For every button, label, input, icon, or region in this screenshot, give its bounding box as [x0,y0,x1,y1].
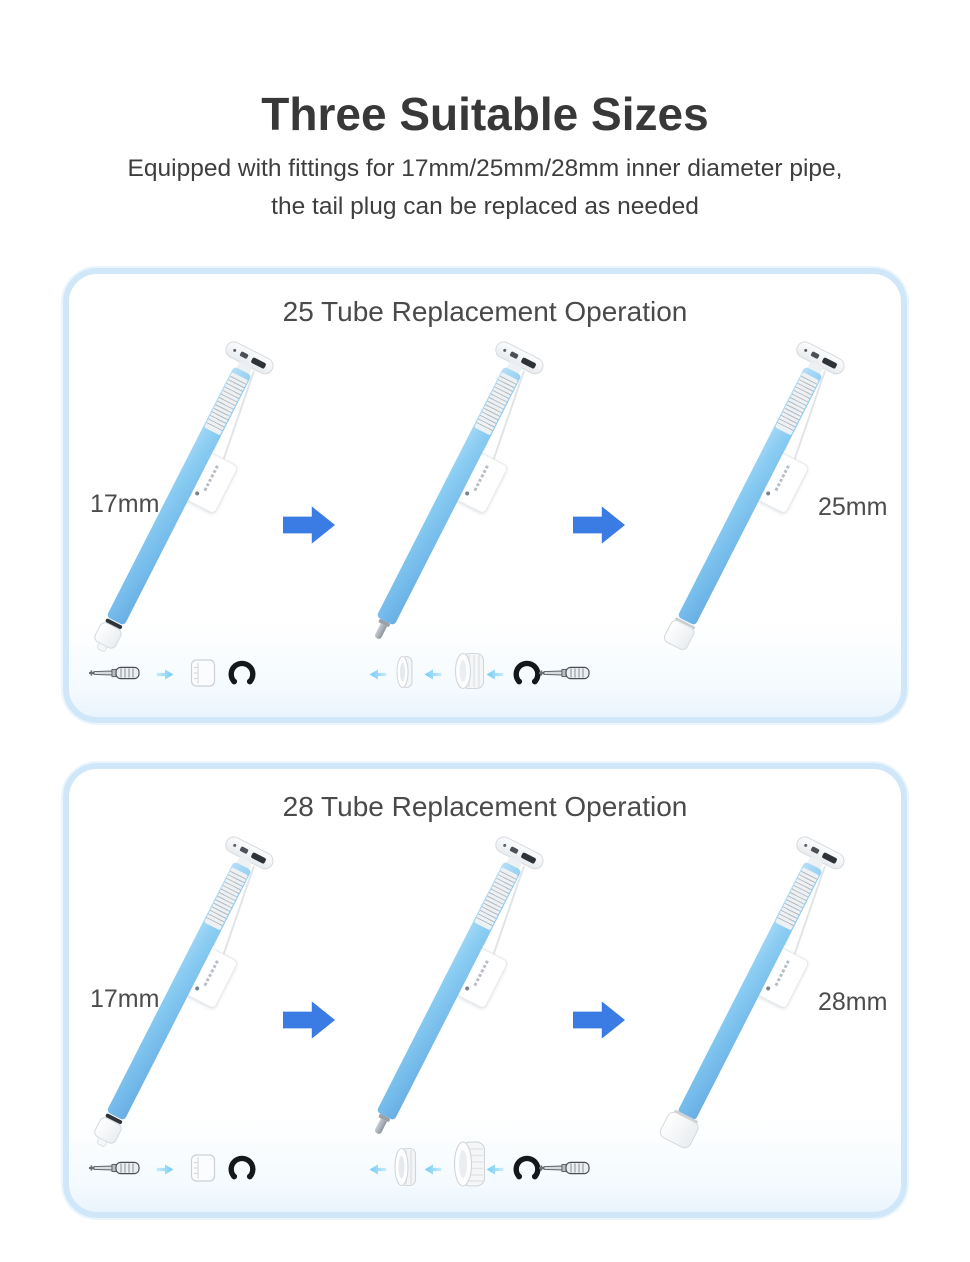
led-dot [804,348,808,352]
panel-25-title: 25 Tube Replacement Operation [282,296,688,327]
tube-body [677,861,822,1120]
panel-28-tube-replacement [63,763,907,1218]
page-subtitle-line2: the tail plug can be replaced as needed [271,193,699,220]
screwdriver-icon [538,1160,590,1176]
step-arrow-icon [283,1000,335,1040]
charge-port [520,357,536,369]
panel-28-title: 28 Tube Replacement Operation [282,791,688,822]
led-dot [503,843,507,847]
flow-arrow-left-icon [368,668,388,681]
flow-arrow-left-icon [423,1163,443,1176]
drive-shaft-pin [374,623,387,640]
adapter-cap-icon [452,1140,486,1188]
button-slot [239,846,248,854]
charge-port [250,852,266,864]
tube-17mm [117,330,237,670]
size-label-source-17mm: 17mm [90,985,160,1013]
charge-port [250,357,266,369]
button-slot [810,351,819,359]
flow-arrow-right-icon [155,668,175,681]
screwdriver-icon [538,665,590,681]
flow-arrow-left-icon [368,1163,388,1176]
tube-bare-shaft [387,330,507,670]
charge-port [520,852,536,864]
panel-25-tube-replacement [63,268,907,723]
tube-17mm [117,825,237,1165]
e-clip-icon [227,1155,257,1182]
tube-body [677,366,822,625]
tube-28mm [688,825,808,1165]
drive-shaft-pin [374,1118,387,1135]
tube-illustration [46,816,307,1173]
button-slot [509,351,518,359]
tube-illustration [316,816,577,1173]
page-subtitle [0,150,970,226]
led-dot [233,348,237,352]
step-arrow-icon [573,505,625,545]
button-slot [239,351,248,359]
size-label-source-17mm: 17mm [90,490,160,518]
flow-arrow-left-icon [485,1163,505,1176]
tube-body [376,366,521,625]
size-label-target-25mm: 25mm [818,493,888,521]
led-dot [804,843,808,847]
tube-bare-shaft [387,825,507,1165]
tail-plug-icon [190,658,216,688]
charge-port [821,357,837,369]
tube-body [106,861,251,1120]
charge-port [821,852,837,864]
step-arrow-icon [283,505,335,545]
flow-arrow-left-icon [423,668,443,681]
tube-illustration [46,321,307,678]
tube-body [106,366,251,625]
tube-25mm [688,330,808,670]
button-slot [810,846,819,854]
adapter-cap-icon [453,652,485,690]
adapter-ring-icon [395,655,415,689]
screwdriver-icon [88,665,140,681]
led-dot [503,348,507,352]
tube-body [376,861,521,1120]
tail-plug-icon [190,1153,216,1183]
page-title: Three Suitable Sizes [261,87,709,140]
button-slot [509,846,518,854]
led-dot [233,843,237,847]
tube-illustration [316,321,577,678]
flow-arrow-left-icon [485,668,505,681]
step-arrow-icon [573,1000,625,1040]
e-clip-icon [227,660,257,687]
flow-arrow-right-icon [155,1163,175,1176]
screwdriver-icon [88,1160,140,1176]
page-subtitle-line1: Equipped with fittings for 17mm/25mm/28mm inner diameter pipe, [127,155,843,182]
size-label-target-28mm: 28mm [818,988,888,1016]
adapter-ring-icon [393,1147,417,1187]
